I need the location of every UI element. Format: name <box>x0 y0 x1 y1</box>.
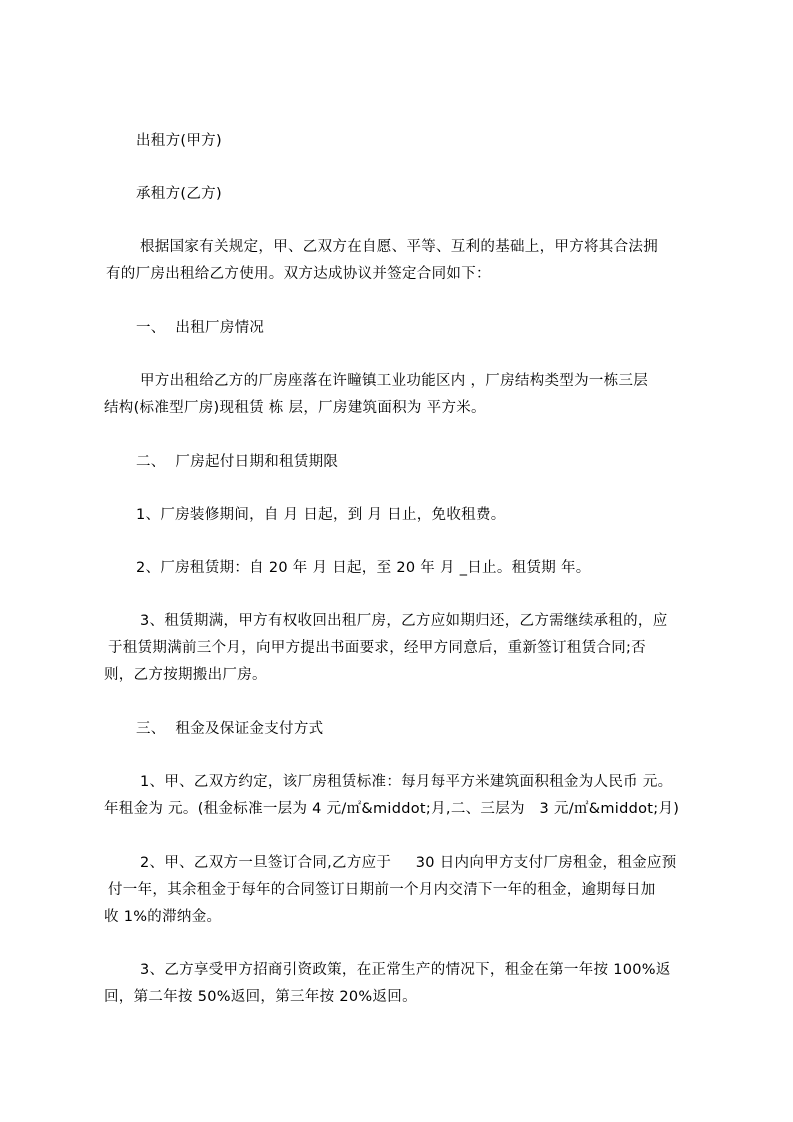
section3-item3-line-1: 3、乙方享受甲方招商引资政策，在正常生产的情况下，租金在第一年按 100%返 <box>140 962 671 978</box>
section3-item2-line-1: 2、甲、乙双方一旦签订合同,乙方应于 30 日内向甲方支付厂房租金，租金应预 <box>140 855 677 871</box>
intro-line-2: 有的厂房出租给乙方使用。双方达成协议并签定合同如下： <box>106 266 491 282</box>
lessor-label: 出租方(甲方) <box>136 133 222 149</box>
section2-item1: 1、厂房装修期间，自 月 日起，到 月 日止，免收租费。 <box>136 507 506 523</box>
section2-heading: 二、 厂房起付日期和租赁期限 <box>136 454 339 470</box>
section3-item2-line-2: 付一年，其余租金于每年的合同签订日期前一个月内交清下一年的租金，逾期每日加 <box>108 882 656 898</box>
intro-line-1: 根据国家有关规定，甲、乙双方在自愿、平等、互利的基础上，甲方将其合法拥 <box>140 239 658 255</box>
section2-item3-line-2: 于租赁期满前三个月，向甲方提出书面要求，经甲方同意后，重新签订租赁合同;否 <box>108 640 646 656</box>
section3-item1-line-1: 1、甲、乙双方约定，该厂房租赁标准：每月每平方米建筑面积租金为人民币 元。 <box>140 774 673 790</box>
section3-item3-line-2: 回，第二年按 50%返回，第三年按 20%返回。 <box>104 989 417 1005</box>
section3-heading: 三、 租金及保证金支付方式 <box>136 721 324 737</box>
section2-item3-line-3: 则，乙方按期搬出厂房。 <box>104 667 267 683</box>
section2-item2: 2、厂房租赁期：自 20 年 月 日起，至 20 年 月 _日止。租赁期 年。 <box>136 560 591 576</box>
section3-item2-line-3: 收 1%的滞纳金。 <box>104 909 222 925</box>
section2-item3-line-1: 3、租赁期满，甲方有权收回出租厂房，乙方应如期归还，乙方需继续承租的，应 <box>140 613 668 629</box>
section1-heading: 一、 出租厂房情况 <box>136 320 265 336</box>
section1-para-line-1: 甲方出租给乙方的厂房座落在许疃镇工业功能区内 ，厂房结构类型为一栋三层 <box>140 373 649 389</box>
section3-item1-line-2: 年租金为 元。(租金标准一层为 4 元/㎡&middot;月,二、三层为 3 元/㎡&middot;月) <box>104 801 680 817</box>
lessee-label: 承租方(乙方) <box>136 186 222 202</box>
section1-para-line-2: 结构(标准型厂房)现租赁 栋 层，厂房建筑面积为 平方米。 <box>104 400 486 416</box>
